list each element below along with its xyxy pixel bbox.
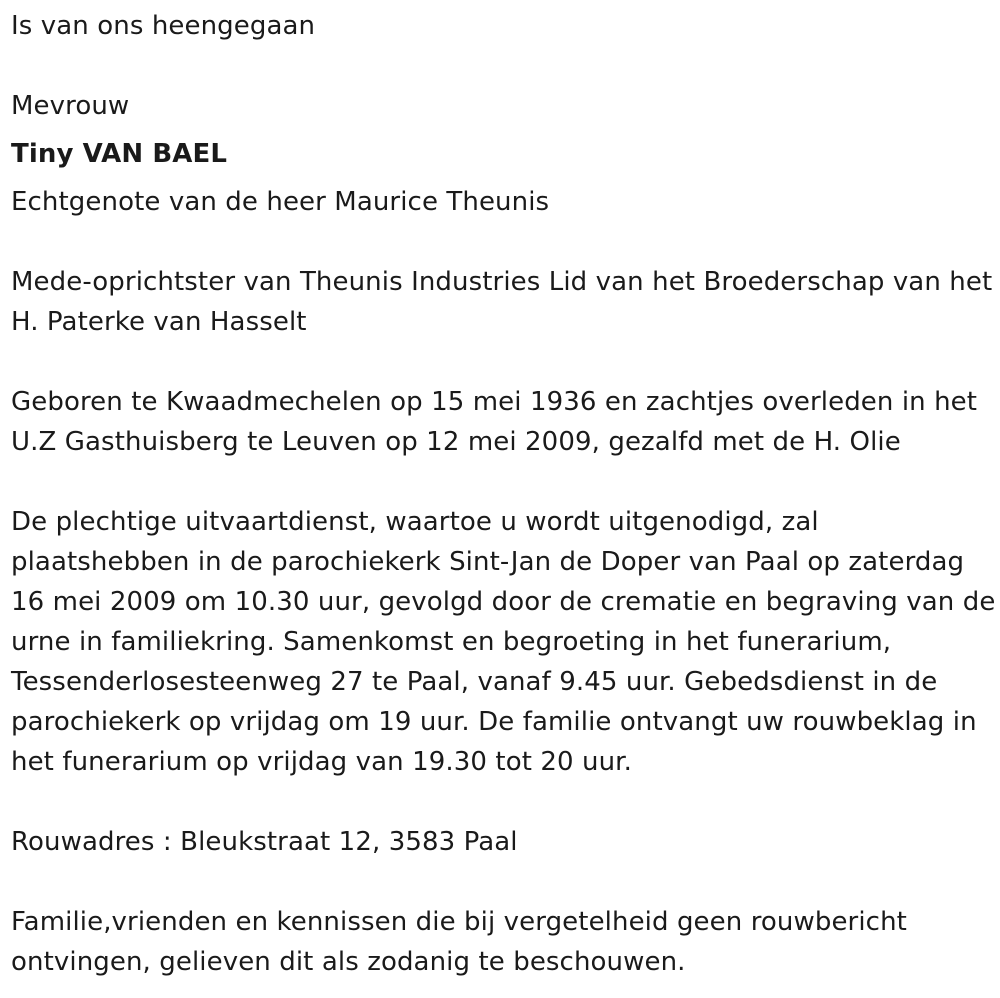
- roles-paragraph: Mede-oprichtster van Theunis Industries Lid van het Broederschap van het H. Paterke van Hasselt: [11, 267, 993, 337]
- spacer: [11, 222, 996, 262]
- spacer: [11, 862, 996, 902]
- salutation: Mevrouw: [11, 91, 130, 121]
- spacer: [11, 462, 996, 502]
- spacer: [11, 174, 996, 182]
- death-notice: [11, 6, 996, 982]
- spacer: [11, 342, 996, 382]
- birth-death-paragraph: Geboren te Kwaadmechelen op 15 mei 1936 en zachtjes overleden in het U.Z Gasthuisberg te Leuven op 12 mei 2009, gezalfd met de H. Olie: [11, 387, 978, 457]
- spacer: [11, 782, 996, 822]
- address-line: Rouwadres : Bleukstraat 12, 3583 Paal: [11, 827, 518, 857]
- spacer: [11, 126, 996, 134]
- spouse-line: Echtgenote van de heer Maurice Theunis: [11, 187, 550, 217]
- intro-text: Is van ons heengegaan: [11, 11, 316, 41]
- spacer: [11, 46, 996, 86]
- closing-paragraph: Familie,vrienden en kennissen die bij vergetelheid geen rouwbericht ontvingen, gelieven dit als zodanig te beschouwen.: [11, 907, 907, 977]
- funeral-paragraph: De plechtige uitvaartdienst, waartoe u wordt uitgenodigd, zal plaatshebben in de parochiekerk Sint-Jan de Doper van Paal op zaterdag 16 mei 2009 om 10.30 uur, gevolgd door de crematie en begraving van de urne in familiekring. Samenkomst en begroeting in het funerarium, Tessenderlosesteenweg 27 te Paal, vanaf 9.45 uur. Gebedsdienst in de parochiekerk op vrijdag om 19 uur. De familie ontvangt uw rouwbeklag in het funerarium op vrijdag van 19.30 tot 20 uur.: [11, 507, 996, 777]
- deceased-name: Tiny VAN BAEL: [11, 139, 228, 169]
